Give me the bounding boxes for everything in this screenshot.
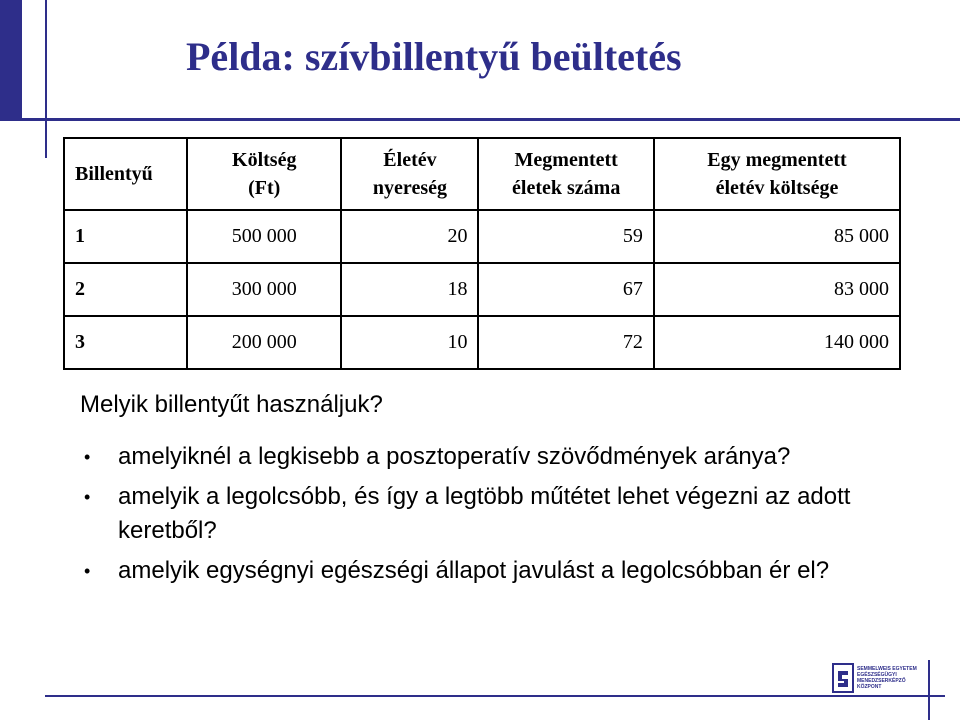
- table-row: [64, 316, 900, 369]
- bullet-text: amelyik egységnyi egészségi állapot javulást a legolcsóbban ér el?: [118, 557, 830, 584]
- life-year-gain-cell: 18: [341, 263, 478, 316]
- list-item: [80, 440, 910, 474]
- life-year-gain-cell: 10: [341, 316, 478, 369]
- vertical-accent-line: [45, 0, 47, 158]
- logo-text-line: SEMMELWEIS EGYETEM: [857, 666, 917, 672]
- table-header-row: [64, 138, 900, 210]
- bullet-list: [80, 440, 910, 594]
- slide-title: Példa: szívbillentyű beültetés: [186, 34, 682, 79]
- life-year-gain-cell: 20: [341, 210, 478, 263]
- bullet-icon: •: [84, 487, 91, 507]
- cost-per-life-year-cell: 83 000: [654, 263, 900, 316]
- bullet-text: amelyiknél a legkisebb a posztoperatív szövődmények aránya?: [118, 443, 791, 470]
- list-item: [80, 480, 910, 548]
- lives-saved-cell: 67: [478, 263, 653, 316]
- cost-cell: 200 000: [187, 316, 341, 369]
- row-label: 2: [64, 263, 187, 316]
- cost-cell: 500 000: [187, 210, 341, 263]
- bullet-icon: •: [84, 447, 91, 467]
- row-label: 3: [64, 316, 187, 369]
- list-item: [80, 554, 910, 588]
- cost-cell: 300 000: [187, 263, 341, 316]
- header-divider-line: [0, 118, 960, 121]
- corner-accent-block: [0, 0, 22, 120]
- logo-text: [857, 666, 917, 690]
- cost-per-life-year-cell: 85 000: [654, 210, 900, 263]
- university-logo-icon: [832, 663, 854, 693]
- bullet-icon: •: [84, 561, 91, 581]
- logo-text-line: KÖZPONT: [857, 684, 882, 690]
- valve-comparison-table: [63, 137, 901, 370]
- header-megmentett-eletek: Megmentett életek száma: [478, 138, 653, 210]
- header-eletev-koltsege: Egy megmentett életév költsége: [654, 138, 900, 210]
- cost-per-life-year-cell: 140 000: [654, 316, 900, 369]
- bullet-text: amelyik a legolcsóbb, és így a legtöbb műtétet lehet végezni az adott keretből?: [118, 483, 851, 544]
- header-koltseg: Költség (Ft): [187, 138, 341, 210]
- question-heading: Melyik billentyűt használjuk?: [80, 391, 383, 418]
- logo-text-line: MENEDZSERKÉPZŐ: [857, 678, 906, 684]
- footer-vertical-line: [928, 660, 930, 720]
- footer-divider-line: [45, 695, 945, 697]
- lives-saved-cell: 72: [478, 316, 653, 369]
- table-row: [64, 210, 900, 263]
- table-row: [64, 263, 900, 316]
- header-billentyu: Billentyű: [64, 138, 187, 210]
- lives-saved-cell: 59: [478, 210, 653, 263]
- logo-text-line: EGÉSZSÉGÜGYI: [857, 672, 897, 678]
- row-label: 1: [64, 210, 187, 263]
- header-eletev-nyereseg: Életév nyereség: [341, 138, 478, 210]
- university-logo: [832, 661, 917, 695]
